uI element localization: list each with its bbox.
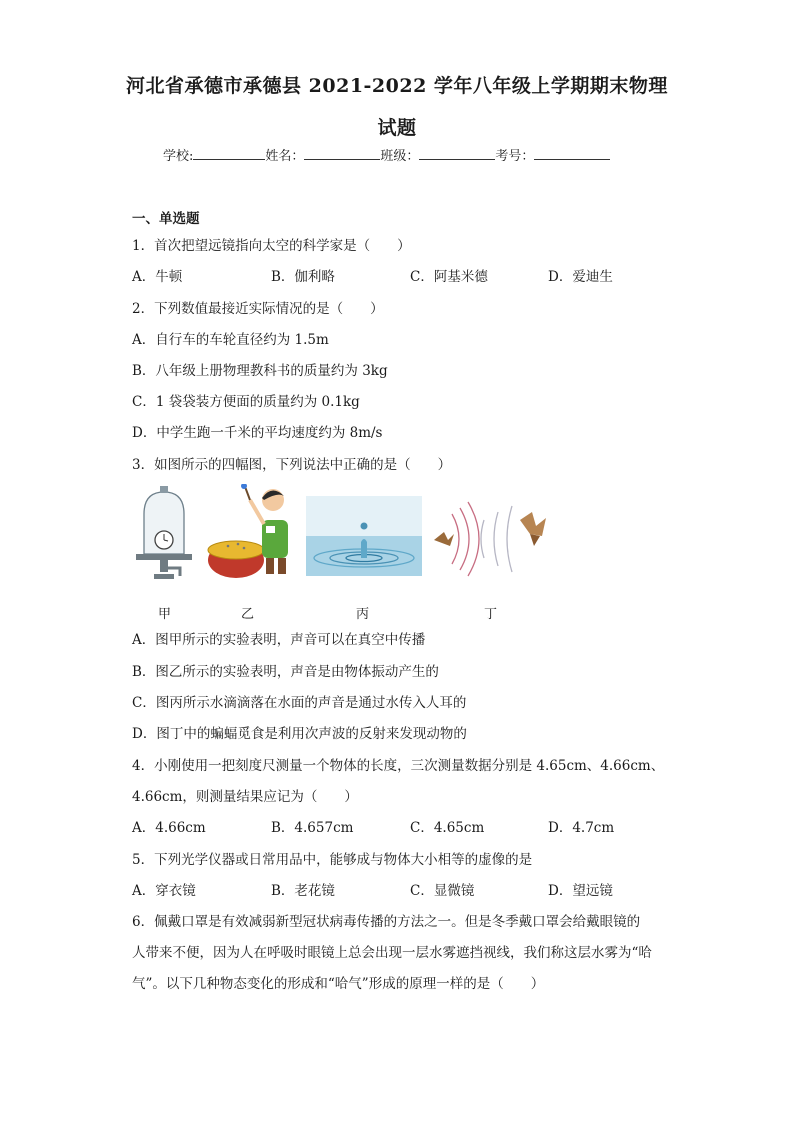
option-a: A．4.66cm bbox=[132, 820, 206, 836]
option-d: D．爱迪生 bbox=[548, 269, 613, 285]
figure-caption-bing: 丙 bbox=[356, 607, 370, 622]
option-b: B．老花镜 bbox=[271, 883, 335, 899]
option-c: C．1 袋袋装方便面的质量约为 0.1kg bbox=[132, 394, 360, 410]
question-stem-continued: 人带来不便，因为人在呼吸时眼镜上总会出现一层水雾遮挡视线，我们称这层水雾为“哈 bbox=[132, 945, 652, 961]
question-stem: 6．佩戴口罩是有效减弱新型冠状病毒传播的方法之一。但是冬季戴口罩会给戴眼镜的 bbox=[132, 914, 641, 930]
option-a: A．牛顿 bbox=[132, 269, 183, 285]
bell-jar-clock-illustration bbox=[136, 486, 192, 579]
class-label: 班级： bbox=[380, 149, 420, 164]
option-c: C．图丙所示水滴滴落在水面的声音是通过水传入人耳的 bbox=[132, 695, 467, 711]
question-stem: 1．首次把望远镜指向太空的科学家是（ ） bbox=[132, 238, 411, 254]
figure-caption-jia: 甲 bbox=[158, 607, 172, 622]
school-label: 学校: bbox=[163, 149, 194, 164]
student-info-row bbox=[163, 145, 610, 164]
water-drop-ripple-illustration bbox=[306, 496, 422, 576]
exam-no-blank bbox=[534, 147, 610, 160]
option-a: A．穿衣镜 bbox=[132, 883, 196, 899]
question-stem: 3．如图所示的四幅图，下列说法中正确的是（ ） bbox=[132, 457, 452, 473]
option-b: B．4.657cm bbox=[271, 820, 354, 836]
option-a: A．图甲所示的实验表明，声音可以在真空中传播 bbox=[132, 632, 426, 648]
page-title-continued: 试题 bbox=[377, 117, 417, 139]
option-b: B．伽利略 bbox=[271, 269, 335, 285]
question-stem: 4．小刚使用一把刻度尺测量一个物体的长度，三次测量数据分别是 4.65cm、4.66cm、 bbox=[132, 758, 665, 774]
question-stem-continued: 4.66cm，则测量结果应记为（ ） bbox=[132, 789, 358, 805]
option-d: D．望远镜 bbox=[548, 883, 613, 899]
option-c: C．4.65cm bbox=[410, 820, 485, 836]
figure-caption-ding: 丁 bbox=[484, 607, 498, 622]
question-stem: 5．下列光学仪器或日常用品中，能够成与物体大小相等的虚像的是 bbox=[132, 852, 533, 868]
figure-caption-yi: 乙 bbox=[241, 607, 255, 622]
boy-drum-illustration bbox=[208, 484, 288, 578]
figure-strip bbox=[132, 484, 572, 584]
name-blank bbox=[304, 147, 380, 160]
name-label: 姓名： bbox=[265, 149, 305, 164]
option-b: B．八年级上册物理教科书的质量约为 3kg bbox=[132, 363, 388, 379]
bat-echolocation-illustration bbox=[434, 502, 546, 576]
option-d: D．图丁中的蝙蝠觅食是利用次声波的反射来发现动物的 bbox=[132, 726, 467, 742]
school-blank bbox=[193, 147, 265, 160]
option-d: D．4.7cm bbox=[548, 820, 615, 836]
question-stem: 2．下列数值最接近实际情况的是（ ） bbox=[132, 301, 384, 317]
question-stem-continued: 气”。以下几种物态变化的形成和“哈气”形成的原理一样的是（ ） bbox=[132, 976, 545, 992]
option-c: C．阿基米德 bbox=[410, 269, 488, 285]
page-title: 河北省承德市承德县 2021-2022 学年八年级上学期期末物理 bbox=[126, 75, 668, 97]
option-c: C．显微镜 bbox=[410, 883, 475, 899]
class-blank bbox=[419, 147, 495, 160]
exam-no-label: 考号： bbox=[495, 149, 535, 164]
option-a: A．自行车的车轮直径约为 1.5m bbox=[132, 332, 329, 348]
option-b: B．图乙所示的实验表明，声音是由物体振动产生的 bbox=[132, 664, 439, 680]
section-heading: 一、单选题 bbox=[132, 211, 200, 227]
question-3-figures bbox=[132, 484, 572, 584]
option-d: D．中学生跑一千米的平均速度约为 8m/s bbox=[132, 425, 383, 441]
